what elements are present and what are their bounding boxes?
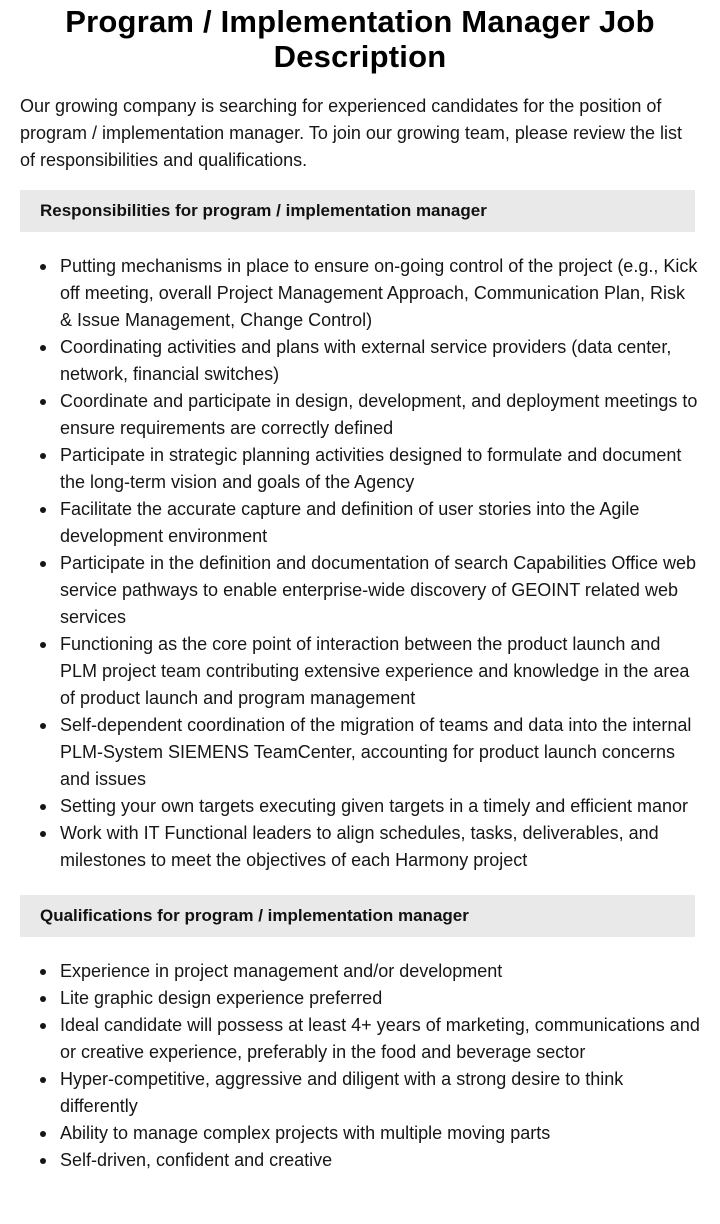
list-item [20,334,700,388]
list-item [20,388,700,442]
list-item [20,442,700,496]
bullet-icon [40,507,46,513]
list-item-text: Participate in the definition and documentation of search Capabilities Office web service pathways to enable enterprise-wide discovery of GEOINT related web services [60,553,697,627]
bullet-icon [40,561,46,567]
bullet-icon [40,969,46,975]
list-item-text: Putting mechanisms in place to ensure on-going control of the project (e.g., Kick off meeting, overall Project Management Approach, Communication Plan, Risk & Issue Management, Change Control) [60,256,698,330]
page-title: Program / Implementation Manager Job Description [65,4,655,74]
list-item [20,1066,700,1120]
list-item-text: Hyper-competitive, aggressive and diligent with a strong desire to think differently [60,1069,624,1116]
list-item [20,712,700,793]
list-item-text: Work with IT Functional leaders to align schedules, tasks, deliverables, and milestones to meet the objectives of each Harmony project [60,823,659,870]
qualifications-list [20,958,700,1174]
qualifications-heading: Qualifications for program / implementation manager [20,895,695,937]
bullet-icon [40,1077,46,1083]
responsibilities-heading: Responsibilities for program / implementation manager [20,190,695,232]
list-item-text: Setting your own targets executing given targets in a timely and efficient manor [60,796,689,816]
bullet-icon [40,345,46,351]
list-item [20,631,700,712]
list-item [20,793,700,820]
list-item [20,820,700,874]
list-item-text: Coordinate and participate in design, development, and deployment meetings to ensure requirements are correctly defined [60,391,698,438]
list-item [20,496,700,550]
bullet-icon [40,804,46,810]
bullet-icon [40,399,46,405]
list-item-text: Ability to manage complex projects with multiple moving parts [60,1123,551,1143]
list-item [20,1012,700,1066]
list-item-text: Participate in strategic planning activities designed to formulate and document the long-term vision and goals of the Agency [60,445,682,492]
bullet-icon [40,723,46,729]
list-item [20,1147,700,1174]
list-item [20,958,700,985]
list-item-text: Self-driven, confident and creative [60,1150,333,1170]
list-item-text: Experience in project management and/or development [60,961,503,981]
bullet-icon [40,264,46,270]
intro-paragraph: Our growing company is searching for experienced candidates for the position of program / implementation manager. To join our growing team, please review the list of responsibilities and qualifications. [20,96,683,170]
list-item-text: Self-dependent coordination of the migration of teams and data into the internal PLM-System SIEMENS TeamCenter, accounting for product launch concerns and issues [60,715,692,789]
list-item-text: Ideal candidate will possess at least 4+ years of marketing, communications and or creative experience, preferably in the food and beverage sector [60,1015,700,1062]
bullet-icon [40,642,46,648]
bullet-icon [40,453,46,459]
list-item-text: Functioning as the core point of interaction between the product launch and PLM project team contributing extensive experience and knowledge in the area of product launch and program management [60,634,690,708]
list-item [20,985,700,1012]
list-item-text: Coordinating activities and plans with external service providers (data center, network, financial switches) [60,337,672,384]
bullet-icon [40,996,46,1002]
bullet-icon [40,831,46,837]
list-item [20,253,700,334]
responsibilities-list [20,253,700,874]
bullet-icon [40,1131,46,1137]
list-item-text: Facilitate the accurate capture and definition of user stories into the Agile development environment [60,499,640,546]
bullet-icon [40,1023,46,1029]
list-item [20,1120,700,1147]
bullet-icon [40,1158,46,1164]
list-item [20,550,700,631]
list-item-text: Lite graphic design experience preferred [60,988,383,1008]
